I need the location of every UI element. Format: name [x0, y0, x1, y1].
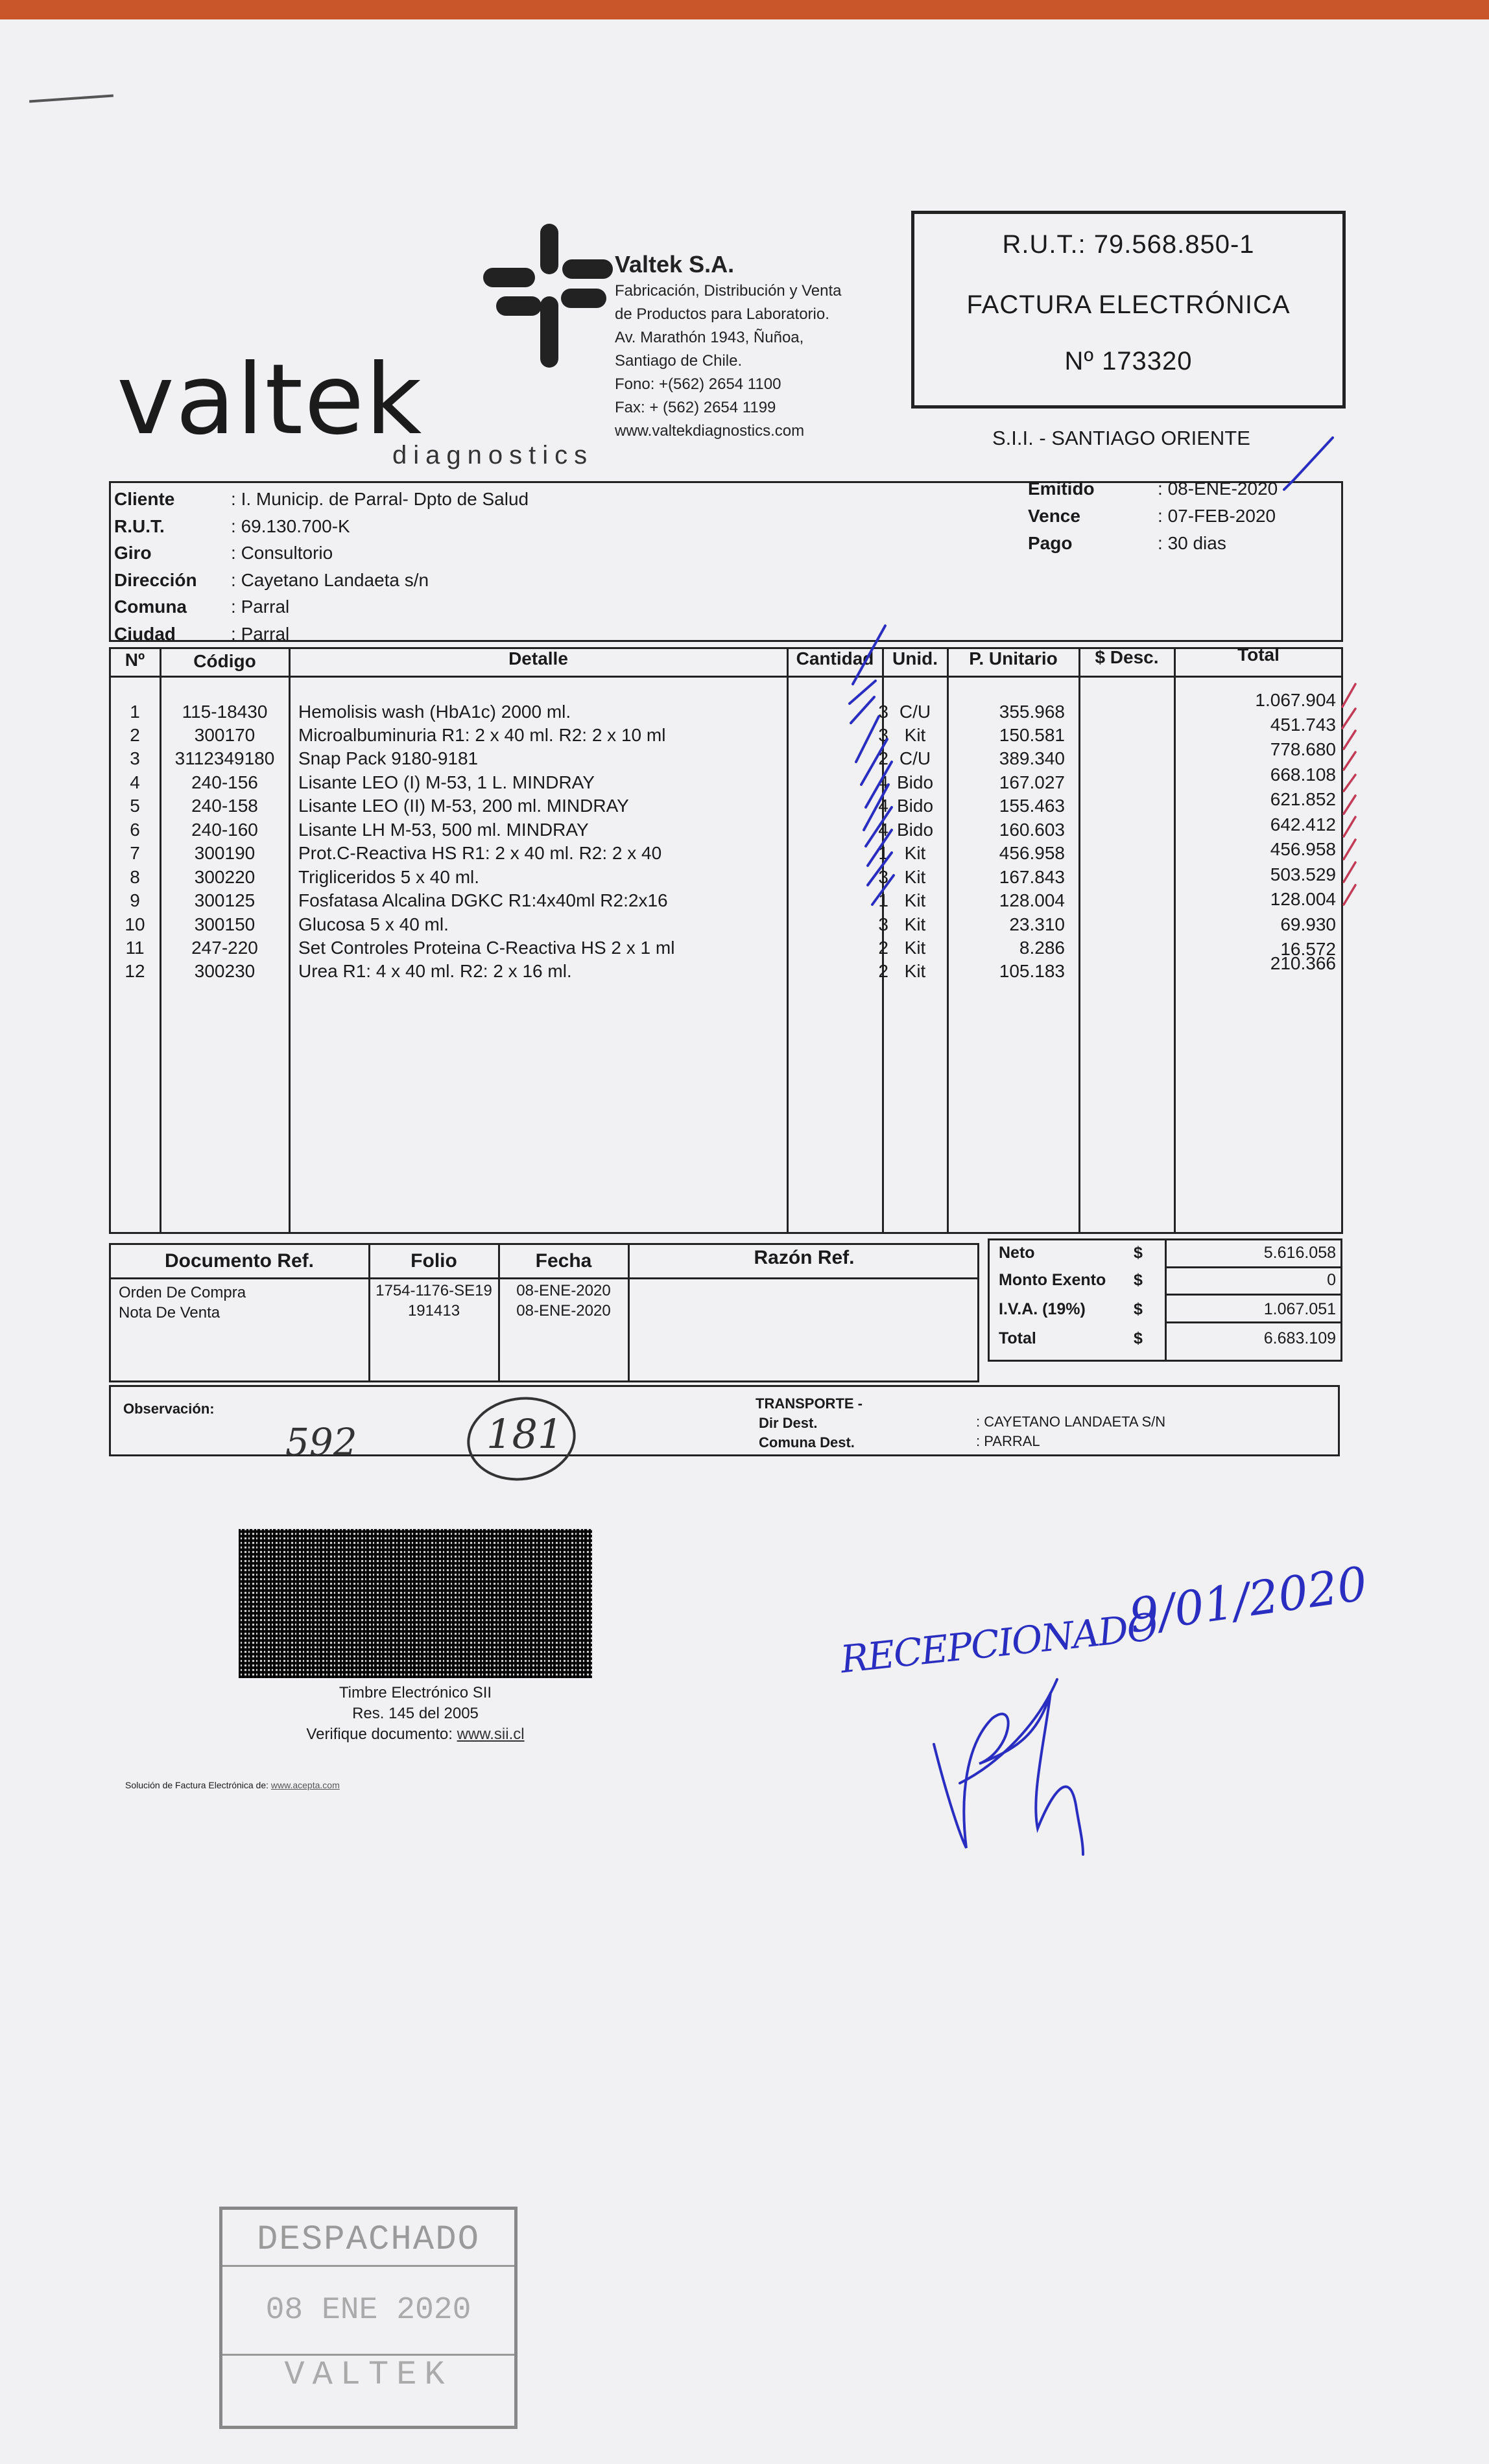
- sii-link[interactable]: www.sii.cl: [457, 1725, 525, 1743]
- totals-value: 0: [1327, 1271, 1336, 1289]
- timbre-barcode: [239, 1529, 592, 1678]
- client-value: Consultorio: [241, 543, 333, 563]
- cell-detail: Fosfatasa Alcalina DGKC R1:4x40ml R2:2x16: [298, 890, 668, 910]
- cell-detail: Lisante LH M-53, 500 ml. MINDRAY: [298, 820, 589, 840]
- cell-price: 23.310: [1009, 914, 1065, 934]
- cell-total: 456.958: [1270, 839, 1336, 859]
- cell-price: 355.968: [999, 702, 1065, 722]
- cell-total: 69.930: [1280, 914, 1336, 934]
- timbre-text: [239, 1683, 592, 1745]
- cell-unit: Kit: [904, 843, 926, 863]
- date-value: 30 dias: [1167, 533, 1226, 553]
- cell-code: 240-156: [191, 772, 258, 792]
- cell-detail: Lisante LEO (I) M-53, 1 L. MINDRAY: [298, 772, 595, 792]
- client-value: I. Municip. de Parral- Dpto de Salud: [241, 489, 529, 509]
- acepta-link[interactable]: www.acepta.com: [270, 1780, 340, 1790]
- cell-qty: 3: [878, 914, 888, 934]
- cell-detail: Trigliceridos 5 x 40 ml.: [298, 867, 480, 887]
- cell-qty: 1: [878, 843, 888, 863]
- cell-code: 247-220: [191, 938, 258, 958]
- cell-unit: Kit: [904, 914, 926, 934]
- col-header-code: Código: [193, 651, 256, 671]
- cell-total: 642.412: [1270, 814, 1336, 835]
- received-note: RECEPCIONADO: [838, 1604, 1159, 1682]
- cell-total: 16.572: [1280, 939, 1336, 959]
- cell-qty: 3: [878, 725, 888, 745]
- footer-note: [125, 1780, 340, 1790]
- totals-label: Neto: [999, 1244, 1035, 1262]
- cell-detail: Glucosa 5 x 40 ml.: [298, 914, 449, 934]
- cell-unit: Kit: [904, 961, 926, 981]
- transport-label: TRANSPORTE -: [756, 1395, 863, 1412]
- cell-qty: 4: [878, 772, 888, 792]
- ref-header-fecha: Fecha: [535, 1250, 592, 1272]
- cell-price: 150.581: [999, 725, 1065, 745]
- ref-folio: 1754-1176-SE19: [375, 1282, 492, 1299]
- cell-total: 451.743: [1270, 715, 1336, 735]
- cell-code: 300230: [194, 961, 256, 981]
- client-value: Parral: [241, 597, 290, 617]
- cell-code: 300150: [194, 914, 256, 934]
- cell-qty: 1: [878, 890, 888, 910]
- timbre-line: Timbre Electrónico SII: [339, 1684, 492, 1701]
- totals-value: 5.616.058: [1263, 1244, 1336, 1262]
- footer-prefix: Solución de Factura Electrónica de:: [125, 1780, 271, 1790]
- company-line: Av. Marathón 1943, Ñuñoa,: [615, 329, 804, 346]
- company-logo-word: valtek: [117, 344, 423, 456]
- totals-row: [999, 1300, 1336, 1326]
- cell-detail: Hemolisis wash (HbA1c) 2000 ml.: [298, 702, 571, 722]
- handwritten-check-marks: [837, 619, 1368, 982]
- ref-folio: 191413: [407, 1302, 460, 1320]
- ref-doc: Orden De Compra: [119, 1284, 246, 1301]
- cell-unit: Kit: [904, 725, 926, 745]
- cell-unit: Kit: [904, 867, 926, 887]
- sii-office: S.I.I. - SANTIAGO ORIENTE: [992, 427, 1250, 449]
- despachado-stamp: [219, 2207, 518, 2429]
- ref-header-folio: Folio: [411, 1250, 457, 1272]
- date-check-mark: [1278, 434, 1336, 493]
- cell-n: 11: [125, 938, 145, 958]
- cell-total: 778.680: [1270, 739, 1336, 759]
- totals-row: [999, 1271, 1336, 1297]
- stamp-title: DESPACHADO: [256, 2220, 481, 2260]
- cell-unit: C/U: [899, 702, 931, 722]
- date-value: 08-ENE-2020: [1167, 479, 1278, 499]
- ref-header-doc: Documento Ref.: [164, 1250, 314, 1272]
- cell-price: 456.958: [999, 843, 1065, 863]
- col-header-price: P. Unitario: [969, 648, 1058, 669]
- client-label: Giro: [114, 543, 152, 563]
- cell-qty: 2: [878, 938, 888, 958]
- ref-header-razon: Razón Ref.: [754, 1247, 855, 1268]
- circled-number-text: 181: [486, 1410, 564, 1458]
- client-label: Cliente: [114, 489, 175, 509]
- totals-label: I.V.A. (19%): [999, 1300, 1086, 1318]
- cell-detail: Snap Pack 9180-9181: [298, 748, 479, 768]
- cell-n: 1: [130, 702, 140, 722]
- cell-qty: 4: [878, 796, 888, 816]
- timbre-line: Res. 145 del 2005: [352, 1705, 479, 1722]
- cell-price: 128.004: [999, 890, 1065, 910]
- totals-value: 1.067.051: [1263, 1300, 1336, 1318]
- received-date: 9/01/2020: [1125, 1556, 1371, 1644]
- date-label: Pago: [1028, 533, 1073, 553]
- col-header-qty: Cantidad: [796, 648, 874, 669]
- invoice-page: [0, 19, 1489, 2464]
- col-header-total: Total: [1237, 645, 1280, 665]
- totals-row: [999, 1329, 1336, 1355]
- cell-n: 8: [130, 867, 140, 887]
- stamp-brand: VALTEK: [284, 2356, 453, 2394]
- ref-fecha: 08-ENE-2020: [516, 1302, 611, 1320]
- company-info: [615, 250, 842, 443]
- cell-n: 2: [130, 725, 140, 745]
- cell-unit: Bido: [896, 772, 934, 792]
- cell-detail: Microalbuminuria R1: 2 x 40 ml. R2: 2 x 10 ml: [298, 725, 666, 745]
- ref-fecha-col: [499, 1281, 628, 1321]
- cell-price: 167.843: [999, 867, 1065, 887]
- handwritten-number: 592: [285, 1420, 357, 1464]
- client-value: Parral: [241, 623, 290, 644]
- cell-qty: 3: [878, 702, 888, 722]
- observation-label: Observación:: [123, 1401, 215, 1417]
- cell-detail: Set Controles Proteina C-Reactiva HS 2 x 1 ml: [298, 938, 675, 958]
- totals-currency: $: [1134, 1244, 1143, 1262]
- cell-n: 4: [130, 772, 140, 792]
- cell-code: 300170: [194, 725, 256, 745]
- cell-total: 668.108: [1270, 764, 1336, 785]
- cell-price: 8.286: [1019, 938, 1065, 958]
- cell-price: 105.183: [999, 961, 1065, 981]
- dir-dest-label: Dir Dest.: [759, 1415, 818, 1431]
- cell-total: 1.067.904: [1255, 690, 1336, 710]
- cell-unit: Kit: [904, 890, 926, 910]
- cell-code: 115-18430: [182, 702, 268, 722]
- company-line: Fabricación, Distribución y Venta: [615, 282, 842, 300]
- cell-qty: 2: [878, 961, 888, 981]
- date-label: Vence: [1028, 506, 1080, 526]
- cell-unit: Bido: [896, 796, 934, 816]
- cell-detail: Prot.C-Reactiva HS R1: 2 x 40 ml. R2: 2 x 40: [298, 843, 662, 863]
- cell-code: 300125: [194, 890, 256, 910]
- cell-price: 160.603: [999, 820, 1065, 840]
- invoice-number: Nº 173320: [1064, 347, 1193, 375]
- cell-n: 7: [130, 843, 140, 863]
- ref-fecha: 08-ENE-2020: [516, 1282, 611, 1299]
- pen-mark: [29, 94, 113, 102]
- timbre-line: Verifique documento:: [306, 1725, 457, 1743]
- cell-n: 9: [130, 890, 140, 910]
- comuna-dest-value: : PARRAL: [976, 1433, 1040, 1449]
- client-fields: Cliente : I. Municip. de Parral- Dpto de Salud R.U.T. : 69.130.700-K Giro : Consultorio Dirección : Cayetano Landaeta s/n Comuna : Parral Ciudad : Parral: [114, 488, 529, 649]
- company-line: www.valtekdiagnostics.com: [615, 422, 805, 440]
- cell-n: 5: [130, 796, 140, 816]
- client-label: Dirección: [114, 569, 197, 590]
- cell-code: 3112349180: [174, 748, 275, 768]
- cell-qty: 4: [878, 820, 888, 840]
- cell-total: 503.529: [1270, 864, 1336, 884]
- company-name: Valtek S.A.: [615, 251, 735, 278]
- client-value: Cayetano Landaeta s/n: [241, 569, 429, 590]
- date-fields: Emitido : 08-ENE-2020 Vence : 07-FEB-2020 Pago : 30 dias: [1028, 477, 1278, 558]
- cell-n: 6: [130, 820, 140, 840]
- invoice-header-box: [911, 211, 1346, 409]
- cell-code: 240-160: [191, 820, 258, 840]
- company-line: Santiago de Chile.: [615, 352, 743, 370]
- totals-label: Monto Exento: [999, 1271, 1106, 1289]
- cell-total: 621.852: [1270, 789, 1336, 809]
- cell-detail: Lisante LEO (II) M-53, 200 ml. MINDRAY: [298, 796, 629, 816]
- stamp-date: 08 ENE 2020: [265, 2293, 471, 2328]
- signature: [921, 1666, 1096, 1861]
- company-line: de Productos para Laboratorio.: [615, 305, 829, 323]
- client-label: R.U.T.: [114, 515, 165, 536]
- ref-header-rule: [109, 1277, 979, 1279]
- client-label: Ciudad: [114, 623, 176, 644]
- client-label: Comuna: [114, 597, 187, 617]
- cell-total: 128.004: [1270, 889, 1336, 909]
- col-header-desc: $ Desc.: [1095, 647, 1159, 667]
- totals-currency: $: [1134, 1300, 1143, 1318]
- document-type: FACTURA ELECTRÓNICA: [966, 290, 1291, 319]
- cell-unit: C/U: [899, 748, 931, 768]
- cell-price: 167.027: [999, 772, 1065, 792]
- cell-n: 12: [125, 961, 145, 981]
- col-header-unit: Unid.: [892, 648, 938, 669]
- cell-unit: Kit: [904, 938, 926, 958]
- totals-label: Total: [999, 1329, 1036, 1347]
- date-value: 07-FEB-2020: [1167, 506, 1276, 526]
- comuna-dest-label: Comuna Dest.: [759, 1434, 855, 1451]
- totals-currency: $: [1134, 1329, 1143, 1347]
- company-logo-sub: diagnostics: [392, 441, 594, 469]
- company-line: Fax: + (562) 2654 1199: [615, 399, 776, 416]
- issuer-rut: R.U.T.: 79.568.850-1: [1002, 230, 1255, 259]
- cell-price: 389.340: [999, 748, 1065, 768]
- ref-row: [119, 1283, 246, 1323]
- dir-dest-value: : CAYETANO LANDAETA S/N: [976, 1414, 1166, 1430]
- cell-qty: 3: [878, 867, 888, 887]
- cell-price: 155.463: [999, 796, 1065, 816]
- date-label: Emitido: [1028, 479, 1095, 499]
- cell-n: 3: [130, 748, 140, 768]
- company-line: Fono: +(562) 2654 1100: [615, 375, 781, 393]
- cell-code: 300190: [194, 843, 256, 863]
- cell-qty: 2: [878, 748, 888, 768]
- client-value: 69.130.700-K: [241, 515, 350, 536]
- cell-unit: Bido: [896, 820, 934, 840]
- cell-total: 210.366: [1270, 953, 1336, 973]
- totals-row: [999, 1244, 1336, 1270]
- totals-value: 6.683.109: [1263, 1329, 1336, 1347]
- totals-currency: $: [1134, 1271, 1143, 1289]
- cell-detail: Urea R1: 4 x 40 ml. R2: 2 x 16 ml.: [298, 961, 572, 981]
- ref-doc: Nota De Venta: [119, 1304, 220, 1321]
- cell-n: 10: [125, 914, 145, 934]
- col-header-n: Nº: [125, 650, 145, 670]
- col-header-detail: Detalle: [508, 648, 568, 669]
- ref-folio-col: [370, 1281, 498, 1321]
- cell-code: 240-158: [191, 796, 258, 816]
- cell-code: 300220: [194, 867, 256, 887]
